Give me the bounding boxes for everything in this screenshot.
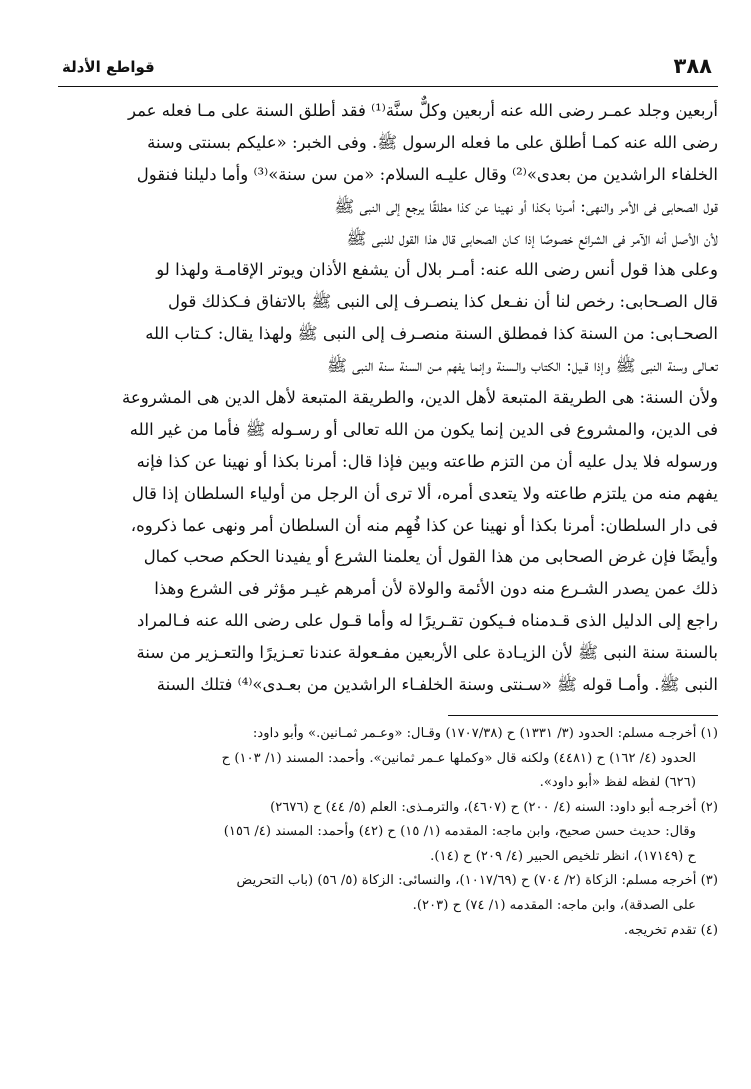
footnote-line: (٦٢٦) لفظه لفظ «أبو داود». [539, 775, 696, 791]
running-title: قواطع الأدلة [62, 58, 155, 76]
text-line: قال الصـحابى: رخص لنا أن نفـعل كذا ينصـرف إلى النبى ﷺ بالاتفاق فـكذلك قول [167, 292, 718, 312]
text-line: ذلك عمن يصدر الشـرع منه دون الأئمة والولاة لأن أمرهم غيـر مؤثر فى الشرع وهذا [154, 579, 718, 599]
footnote-line: الحدود (٤/ ١٦٢) ح (٤٤٨١) ولكنه قال «وكملها عـمر ثمانين». وأحمد: المسند (١/ ١٠٣) ح [221, 750, 696, 766]
text-line: أربعين وجلد عمـر رضى الله عنه أربعين وكلٌّ سنَّة⁽¹⁾ فقد أطلق السنة على مـا فعله عمر [127, 101, 718, 120]
page-header [58, 52, 718, 87]
footnote-line: (٣) أخرجه مسلم: الزكاة (٢/ ٧٠٤) ح (١٠١٧/٦٩)، والنسائى: الزكاة (٥/ ٥٦) (باب التحريض [236, 873, 718, 889]
text-line: بالسنة سنة النبى ﷺ لأن الزيـادة على الأربعين مفـعولة عندنا تعـزيرًا والتعـزير من سنة [136, 643, 718, 663]
text-line: رضى الله عنه كمـا أطلق على ما فعله الرسول ﷺ. وفى الخبر: «عليكم بسنتى وسنة [147, 132, 718, 152]
footnote-line: على الصدقة)، وابن ماجه: المقدمه (١/ ٧٤) ح (٢٠٣). [412, 898, 696, 914]
text-line: يفهم منه من يلتزم طاعته ولا يتعدى أمره، ألا ترى أن الرجل من أولياء السلطان إذا قال [131, 483, 718, 503]
text-line: فى دار السلطان: أمرنا بكذا أو نهينا عن كذا فُهِم منه أن السلطان أمر ونهى عما ذكروه، [130, 515, 718, 535]
footnote-line: ح (١٧١٤٩)، انظر تلخيص الحبير (٤/ ٢٠٩) ح (١٤). [430, 848, 696, 864]
footnote-line: وقال: حديث حسن صحيح، وابن ماجه: المقدمه (١/ ١٥) ح (٤٢) وأحمد: المسند (٤/ ١٥٦) [223, 824, 696, 840]
footnote-3 [58, 869, 718, 918]
text-line: فى الدين، والمشروع فى الدين إنما يكون من الله تعالى أو رسـوله ﷺ فأما من غير الله [129, 419, 718, 439]
text-line: الخلفاء الراشدين من بعدى»⁽²⁾ وقال عليـه السلام: «من سن سنة»⁽³⁾ وأما دليلنا فنقول [136, 164, 718, 184]
text-line: الصحـابى: من السنة كذا فمطلق السنة منصـرف إلى النبى ﷺ ولهذا يقال: كـتاب الله [145, 324, 718, 344]
footnote-line: (٢) أخرجـه أبو داود: السنه (٤/ ٢٠٠) ح (٤٦٠٧)، والترمـذى: العلم (٥/ ٤٤) ح (٢٦٧٦) [270, 799, 718, 815]
text-line: ورسوله فلا يدل عليه أن من التزم طاعته وبين فإذا قال: أمرنا بكذا أو نهينا عن كذا فإنه [136, 451, 718, 471]
text-line: قول الصحابى فى الأمر والنهى: أمـرنا بكذا أو نهينا عن كذا مطلقًا يرجع إلى النبى ﷺ [334, 196, 718, 216]
text-line: راجع إلى الدليل الذى قـدمناه فـيكون تقـريرًا له وأما قـول على رضى الله عنه فـالمراد [136, 611, 718, 631]
footnote-4 [58, 919, 718, 944]
document-page [58, 52, 718, 1072]
footnote-line: (٤) تقدم تخريجه. [623, 922, 718, 938]
footnotes [58, 722, 718, 943]
main-text [58, 95, 718, 701]
text-line: وأيضًا فإن غرض الصحابى من هذا القول أن يعلمنا الشرع أو يفيدنا الحكم صحب كمال [143, 547, 718, 567]
text-line: تعـالى وسنة النبى ﷺ وإذا قـيل: الكتاب والـسنة وإنما يفهم مـن السنة سنة النبى ﷺ [326, 356, 718, 376]
footnote-1 [58, 722, 718, 796]
text-line: النبى ﷺ. وأمـا قوله ﷺ «سـنتى وسنة الخلفـاء الراشدين من بعـدى»⁽⁴⁾ فتلك السنة [156, 675, 718, 695]
footnote-line: (١) أخرجـه مسلم: الحدود (٣/ ١٣٣١) ح (١٧٠٧/٣٨) وقـال: «وعـمر ثمـانين.» وأبو داود: [252, 725, 718, 741]
text-line: وعلى هذا قول أنس رضى الله عنه: أمـر بلال أن يشفع الأذان ويوتر الإقامـة ولهذا لو [156, 260, 718, 280]
footnote-divider [448, 715, 718, 716]
text-line: لأن الأصل أنه الآمر فى الشرائع خصوصًا إذا كـان الصحابى قال هذا القول للنبى ﷺ [346, 228, 718, 248]
text-line: ولأن السنة: هى الطريقة المتبعة لأهل الدين، والطريقة المتبعة لأهل الدين هى المشروعة [122, 388, 718, 408]
page-number: ٣٨٨ [673, 54, 712, 78]
footnote-2 [58, 796, 718, 870]
